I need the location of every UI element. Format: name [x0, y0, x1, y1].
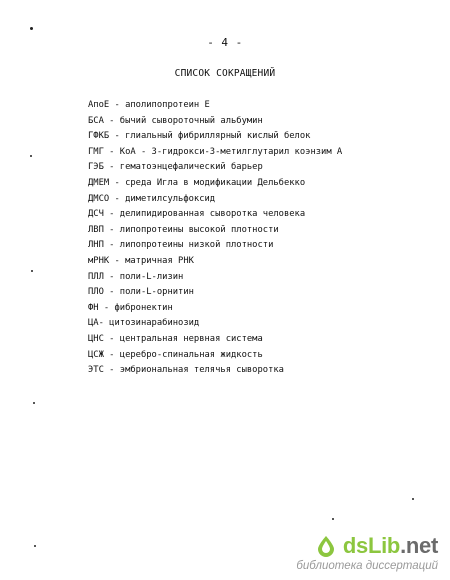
- list-item: ПЛО - поли-L-орнитин: [88, 287, 194, 298]
- scan-speck: [30, 27, 33, 30]
- list-item: ДСЧ - делипидированная сыворотка человека: [88, 209, 306, 220]
- watermark-logo: [343, 533, 438, 559]
- list-item: ЛВП - липопротеины высокой плотности: [88, 224, 279, 235]
- watermark-logo-part1: dsLib: [342, 533, 401, 558]
- list-item: ГМГ - КоА - 3-гидрокси-3-метилглутарил коэнзим А: [88, 146, 343, 157]
- list-item: ЭТС - эмбриональная телячья сыворотка: [88, 365, 284, 376]
- abbreviation-list: [88, 98, 428, 379]
- scan-speck: [34, 545, 36, 547]
- watermark-logo-part2: .net: [400, 533, 438, 558]
- list-item: ЦСЖ - церебро-спинальная жидкость: [88, 349, 263, 360]
- list-item: ДМСО - диметилсульфоксид: [88, 193, 216, 204]
- list-item: ЦНС - центральная нервная система: [88, 333, 263, 344]
- list-item: ЦА- цитозинарабинозид: [88, 318, 200, 329]
- scan-speck: [31, 270, 33, 272]
- list-item: ФН - фибронектин: [88, 302, 173, 313]
- scan-speck: [332, 518, 334, 520]
- list-item: ГФКБ - глиальный фибриллярный кислый белок: [88, 131, 311, 142]
- list-item: БСА - бычий сывороточный альбумин: [88, 115, 263, 126]
- scan-speck: [412, 498, 414, 500]
- scan-speck: [33, 402, 35, 404]
- page-number: - 4 -: [207, 36, 243, 49]
- scan-speck: [30, 155, 32, 157]
- list-item: АпоЕ - аполипопротеин Е: [88, 100, 210, 110]
- list-item: ПЛЛ - поли-L-лизин: [88, 271, 184, 282]
- drop-logo-icon: [315, 535, 337, 557]
- list-item: ГЭБ - гематоэнцефалический барьер: [88, 162, 263, 173]
- watermark-subtitle: библиотека диссертаций: [296, 560, 438, 572]
- page-title: СПИСОК СОКРАЩЕНИЙ: [174, 68, 276, 79]
- list-item: ДМЕМ - среда Игла в модификации Дельбекко: [88, 177, 306, 188]
- list-item: мРНК - матричная РНК: [88, 255, 194, 266]
- list-item: ЛНП - липопротеины низкой плотности: [88, 240, 274, 251]
- watermark: [296, 533, 438, 572]
